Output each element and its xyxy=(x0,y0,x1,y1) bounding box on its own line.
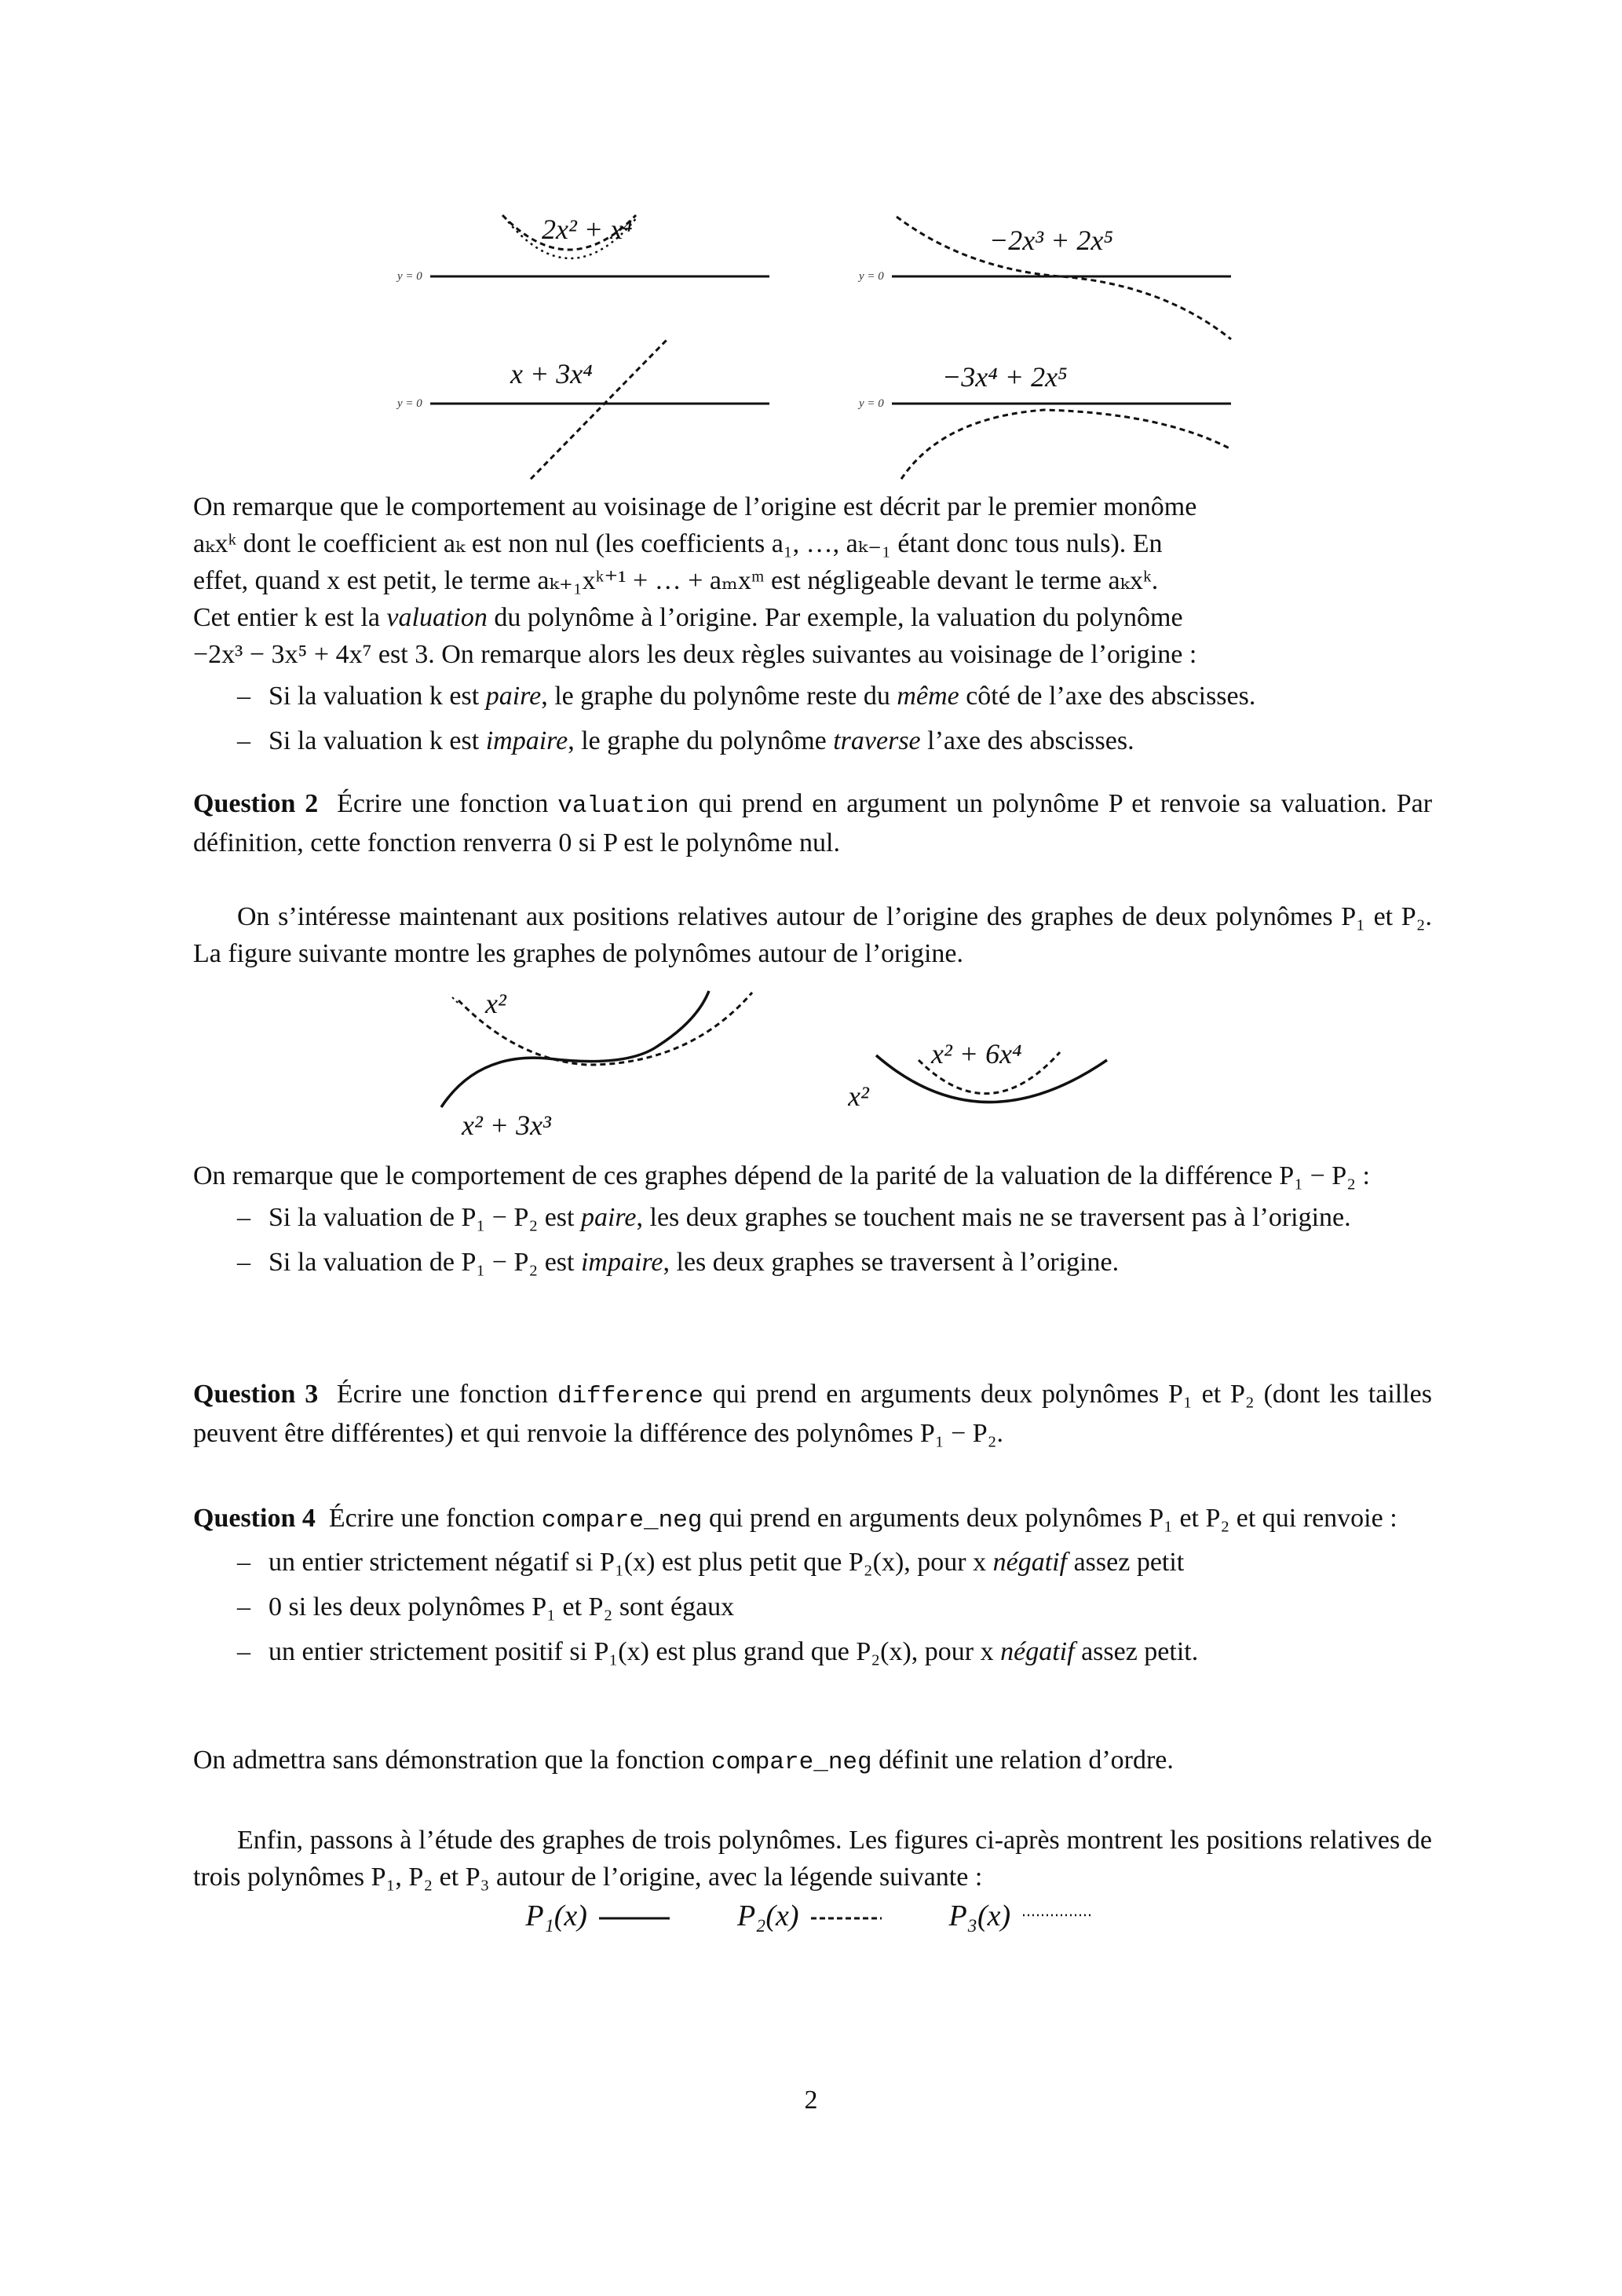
question-label: Question 3 xyxy=(193,1380,319,1409)
text-span: Si la valuation de P₁ − P₂ est xyxy=(269,1203,581,1232)
dotted-line-icon xyxy=(1018,1910,1097,1926)
paragraph-line xyxy=(193,599,1432,636)
emphasis: même xyxy=(897,682,959,711)
paragraph-valuation xyxy=(193,488,1432,767)
code-function-name: valuation xyxy=(557,792,689,820)
label-x2-plus-6x4: x² + 6x⁴ xyxy=(931,1038,1022,1069)
text-span: , le graphe du polynôme reste du xyxy=(541,682,897,711)
emphasis: traverse xyxy=(833,726,921,755)
list-item xyxy=(193,1589,1432,1625)
paragraph-parity-difference xyxy=(193,1157,1432,1289)
page-number: 2 xyxy=(804,2086,818,2115)
curve-even-below xyxy=(901,410,1231,479)
panel-label: x + 3x⁴ xyxy=(510,358,593,389)
legend-item-p1 xyxy=(525,1899,673,1933)
paragraph-line: aₖxᵏ dont le coefficient aₖ est non nul (les coefficients a₁, …, aₖ₋₁ étant donc tous nuls). En xyxy=(193,529,1163,558)
paragraph-order-relation xyxy=(193,1742,1432,1781)
text-span: un entier strictement positif si P₁(x) est plus grand que P₂(x), pour x xyxy=(269,1637,1001,1666)
list-item xyxy=(193,1244,1432,1281)
list-item xyxy=(193,1544,1432,1581)
figure-mid-left-svg xyxy=(385,331,777,488)
figure-mid-right xyxy=(848,331,1256,488)
question-text xyxy=(193,1376,1432,1452)
axis-label: y = 0 xyxy=(397,397,422,410)
legend-label: P₁(x) xyxy=(525,1899,587,1932)
emphasis: paire xyxy=(485,682,542,711)
paragraph-three-polynomials xyxy=(193,1822,1432,1896)
panel-label: 2x² + x⁴ xyxy=(542,214,633,245)
text-span: Écrire une fonction xyxy=(336,1380,557,1409)
figure-top-right xyxy=(848,206,1256,347)
figure-top-right-svg xyxy=(848,206,1256,347)
text-span: côté de l’axe des abscisses. xyxy=(959,682,1256,711)
rules-list xyxy=(193,678,1432,759)
text-span: , le graphe du polynôme xyxy=(568,726,834,755)
label-x2: x² xyxy=(848,1080,869,1112)
paragraph-relative-positions xyxy=(193,898,1432,972)
text-span: Écrire une fonction xyxy=(337,789,558,818)
paragraph-text: Enfin, passons à l’étude des graphes de trois polynômes. Les figures ci-après montrent les positions relatives de trois polynômes P₁, P₂ et P₃ autour de l’origine, avec la légende suivante : xyxy=(193,1826,1432,1892)
rules-list xyxy=(193,1199,1432,1281)
figure-mid-left xyxy=(385,331,777,488)
curve-x2-dotted xyxy=(452,997,458,1004)
text-span: 0 si les deux polynômes P₁ et P₂ sont égaux xyxy=(269,1592,735,1621)
code-function-name: difference xyxy=(557,1383,703,1410)
paragraph-line: effet, quand x est petit, le terme aₖ₊₁xᵏ⁺¹ + … + aₘxᵐ est négligeable devant le terme aₖxᵏ. xyxy=(193,566,1159,595)
curve-x2-plus-3x3 xyxy=(441,991,709,1107)
figure-two-graphs-left xyxy=(430,982,776,1146)
dashed-line-icon xyxy=(806,1910,885,1926)
text-span: Cet entier k est la xyxy=(193,603,387,632)
emphasis: négatif xyxy=(992,1548,1068,1577)
list-item xyxy=(193,678,1432,715)
axis-label: y = 0 xyxy=(859,397,884,410)
figure-two-graphs-left-svg xyxy=(430,982,776,1146)
text-span: , les deux graphes se traversent à l’origine. xyxy=(663,1248,1120,1277)
text-span: assez petit. xyxy=(1074,1637,1199,1666)
text-span: définit une relation d’ordre. xyxy=(871,1746,1174,1775)
list-item xyxy=(193,722,1432,759)
axis-label: y = 0 xyxy=(859,270,884,283)
emphasis: valuation xyxy=(386,603,488,632)
text-span: Si la valuation k est xyxy=(269,682,486,711)
question-label: Question 2 xyxy=(193,789,319,818)
text-span: Écrire une fonction xyxy=(328,1504,542,1533)
paragraph-line: −2x³ − 3x⁵ + 4x⁷ est 3. On remarque alors les deux règles suivantes au voisinage de l’origine : xyxy=(193,640,1197,669)
legend-item-p2 xyxy=(737,1899,885,1933)
text-span: , les deux graphes se touchent mais ne se traversent pas à l’origine. xyxy=(636,1203,1351,1232)
paragraph-text: On s’intéresse maintenant aux positions relatives autour de l’origine des graphes de deux polynômes P₁ et P₂. La figure suivante montre les graphes de polynômes autour de l’origine. xyxy=(193,902,1432,968)
paragraph-line: On remarque que le comportement au voisinage de l’origine est décrit par le premier monôme xyxy=(193,492,1197,521)
text-span: du polynôme à l’origine. Par exemple, la valuation du polynôme xyxy=(487,603,1183,632)
text-span: assez petit xyxy=(1067,1548,1185,1577)
text-span: qui prend en argument un polynôme P et renvoie sa valuation. Par définition, cette fonction renverra 0 si P est le polynôme nul. xyxy=(193,789,1433,857)
figure-top-left xyxy=(385,206,777,300)
label-x2-plus-3x3: x² + 3x³ xyxy=(462,1110,551,1141)
text-span: Si la valuation k est xyxy=(269,726,486,755)
emphasis: impaire xyxy=(485,726,568,755)
return-values-list xyxy=(193,1544,1432,1670)
legend-item-p3 xyxy=(949,1899,1097,1933)
text-span: l’axe des abscisses. xyxy=(920,726,1134,755)
text-span: On admettra sans démonstration que la fonction xyxy=(193,1746,711,1775)
emphasis: négatif xyxy=(1000,1637,1075,1666)
emphasis: impaire xyxy=(580,1248,663,1277)
figure-mid-right-svg xyxy=(848,331,1256,488)
question-text xyxy=(193,1500,1432,1539)
legend-label: P₂(x) xyxy=(736,1899,799,1932)
figure-two-graphs-right xyxy=(848,1036,1193,1146)
label-x2: x² xyxy=(485,988,506,1019)
question-label: Question 4 xyxy=(193,1504,316,1533)
text-span: Si la valuation de P₁ − P₂ est xyxy=(269,1248,581,1277)
legend xyxy=(0,1899,1622,1933)
text-span: un entier strictement négatif si P₁(x) est plus petit que P₂(x), pour x xyxy=(269,1548,993,1577)
panel-label: −3x⁴ + 2x⁵ xyxy=(942,361,1068,393)
legend-label: P₃(x) xyxy=(948,1899,1011,1932)
figure-two-graphs-right-svg xyxy=(848,1036,1193,1146)
question-3 xyxy=(193,1376,1432,1452)
list-item xyxy=(193,1199,1432,1236)
list-item xyxy=(193,1633,1432,1670)
code-function-name: compare_neg xyxy=(711,1749,872,1776)
emphasis: paire xyxy=(580,1203,637,1232)
panel-label: −2x³ + 2x⁵ xyxy=(989,225,1113,256)
axis-label: y = 0 xyxy=(397,270,422,283)
text-span: qui prend en arguments deux polynômes P₁ et P₂ (dont les tailles peuvent être différentes) et qui renvoie la différence des polynômes P₁ − P₂. xyxy=(193,1380,1433,1448)
question-text xyxy=(193,785,1432,861)
text-span: qui prend en arguments deux polynômes P₁ et P₂ et qui renvoie : xyxy=(702,1504,1397,1533)
code-function-name: compare_neg xyxy=(541,1507,703,1534)
figure-top-left-svg xyxy=(385,206,777,300)
question-4 xyxy=(193,1500,1432,1678)
question-2 xyxy=(193,785,1432,861)
paragraph-text: On remarque que le comportement de ces graphes dépend de la parité de la valuation de la différence P₁ − P₂ : xyxy=(193,1161,1370,1190)
solid-line-icon xyxy=(594,1910,673,1926)
paragraph-text xyxy=(193,1742,1432,1781)
